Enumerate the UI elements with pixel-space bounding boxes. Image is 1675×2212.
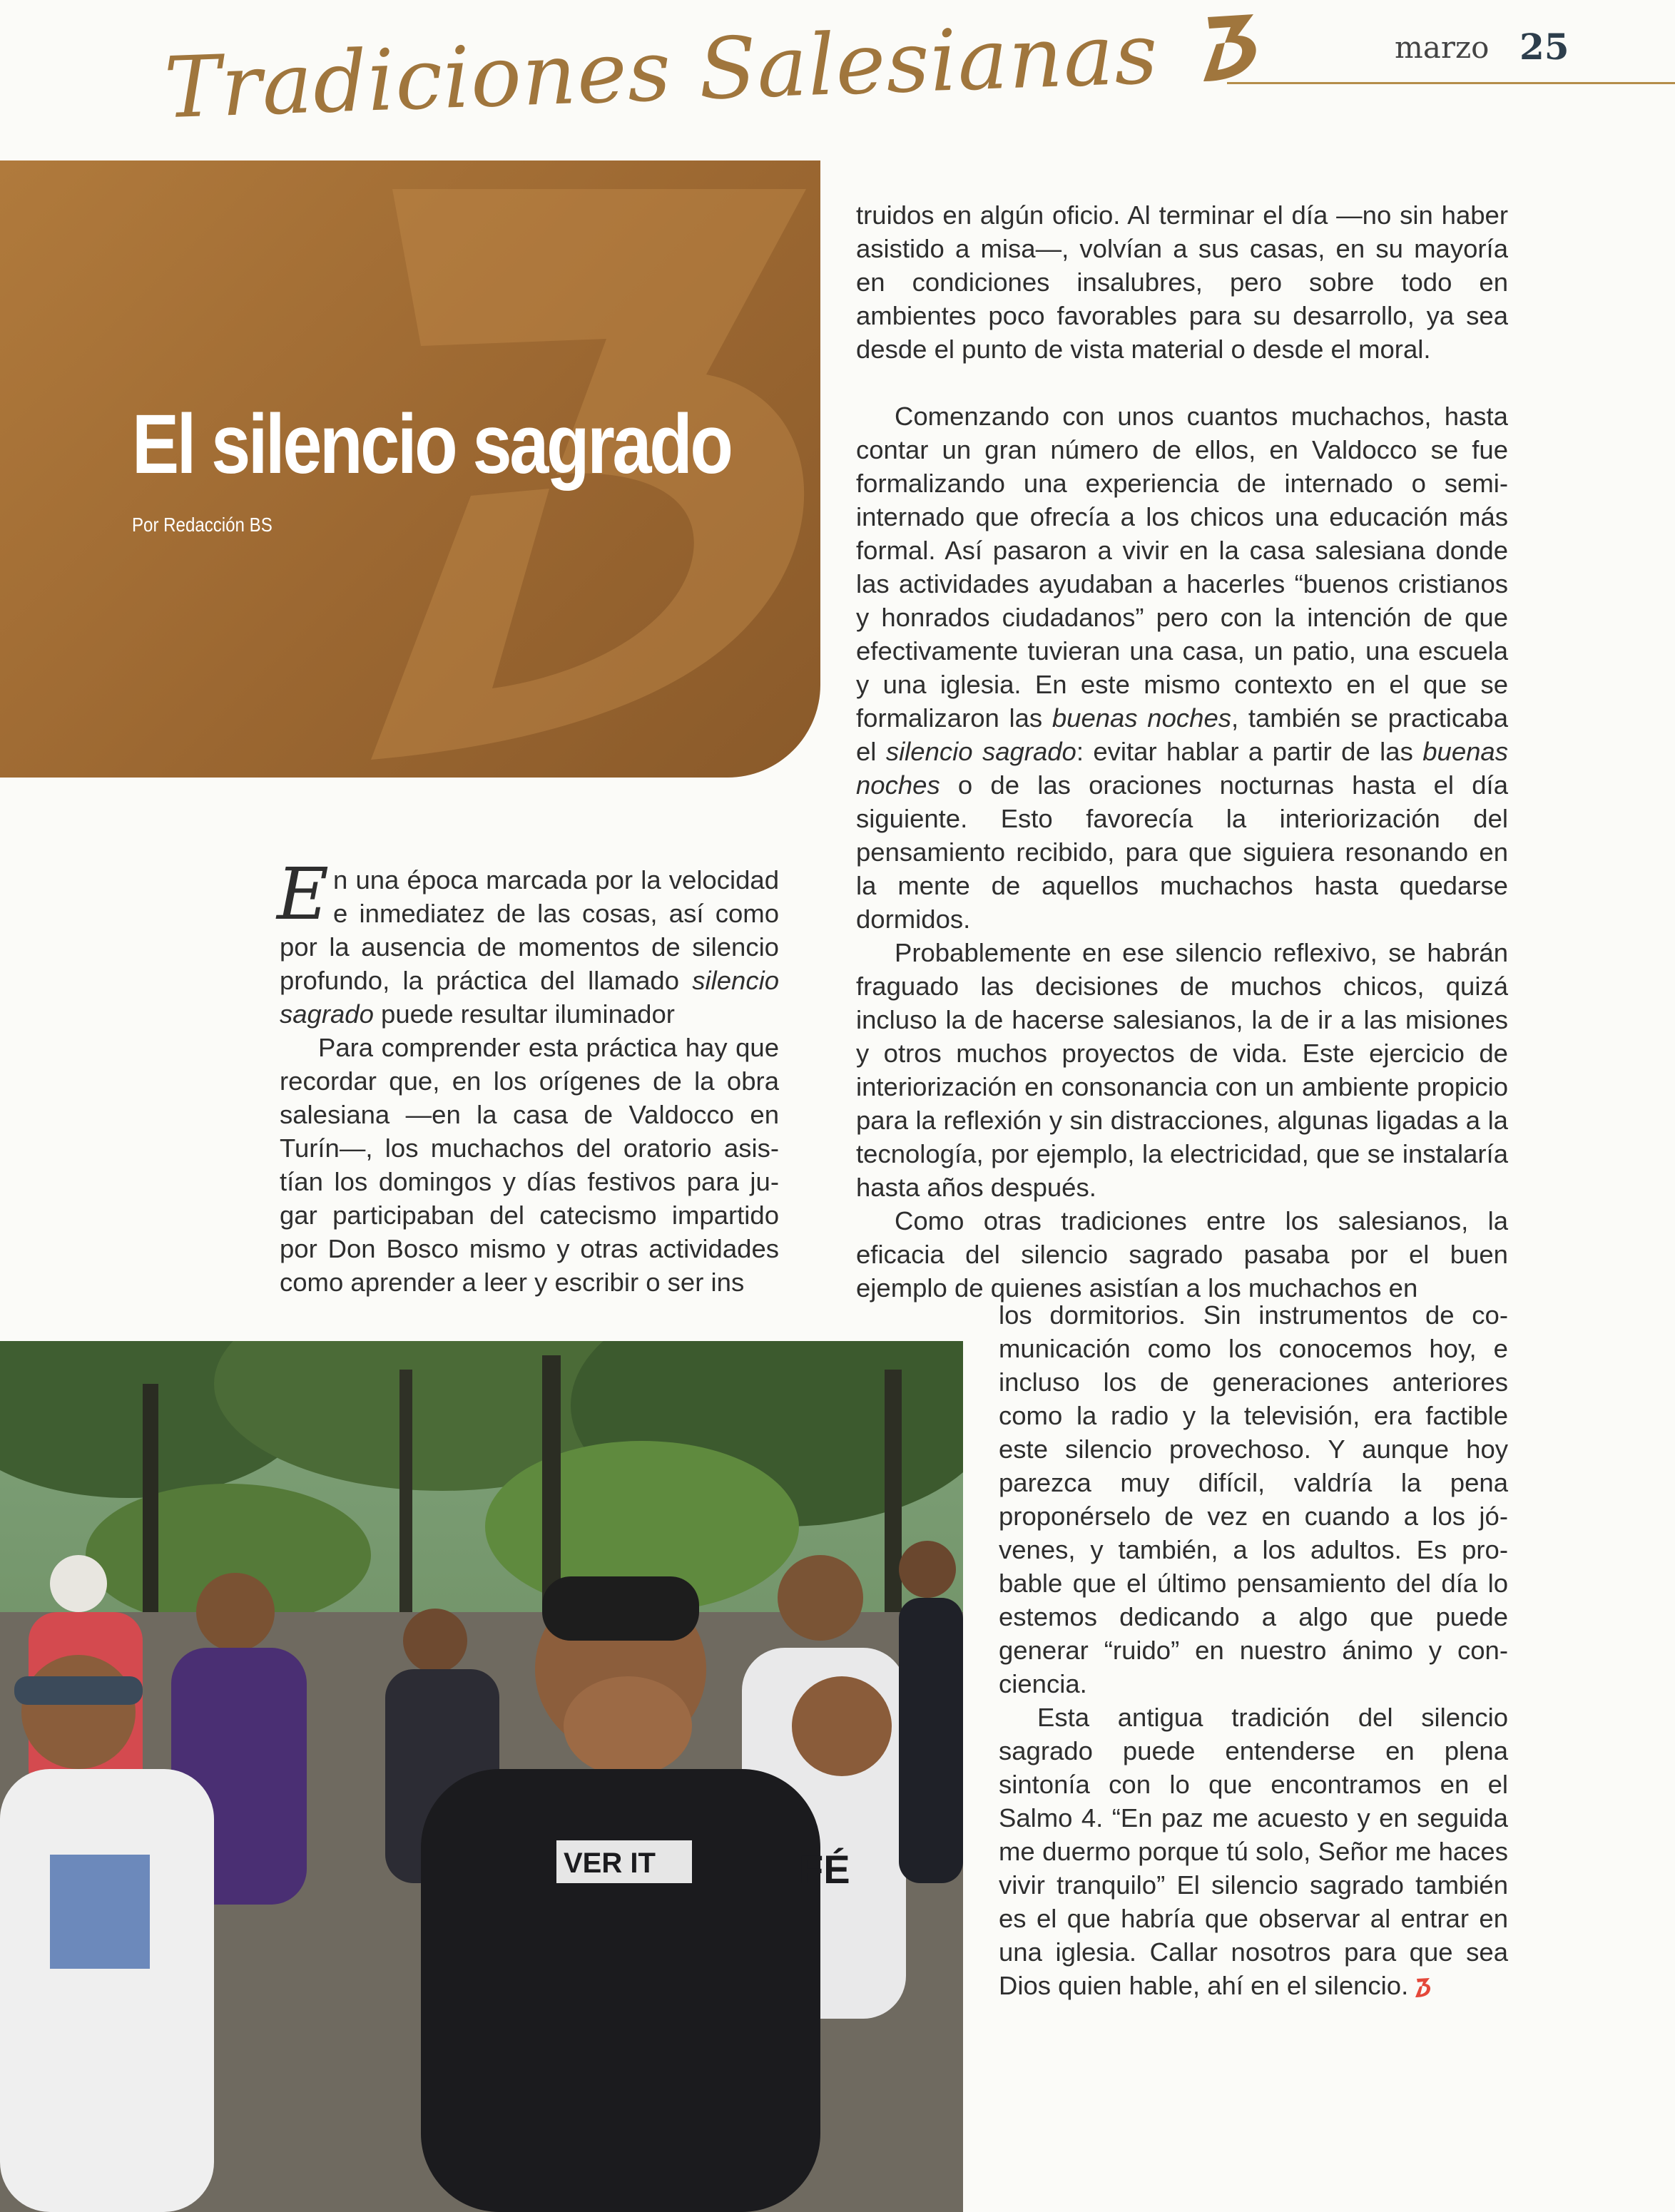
paragraph-origins-continued: truidos en algún oficio. Al terminar el día —no sin haber asistido a misa—, volvían a sus casas, en su mayoría en condiciones insalubres, pero sobre todo en ambientes poco favorables para su desarrollo, ya sea desde el punto de vista material o desde el moral. (856, 200, 1508, 364)
article-column-right (856, 198, 1508, 1305)
article-title: El silencio sagrado (132, 397, 731, 491)
paragraph-salmo: Esta antigua tradición del silencio sagrado puede entenderse en plena sintonía con lo que encontramos en el Salmo 4. “En paz me acuesto y en seguida me duermo porque tú solo, Señor me haces vivir tranquilo” El silencio sagrado también es el que habría que observar al entrar en una iglesia. Callar nosotros para que sea Dios quien hable, ahí en el silencio. (999, 1703, 1508, 2000)
bs-logo-icon (1188, 7, 1273, 86)
end-mark-icon (1412, 1976, 1432, 1999)
paragraph-origins: Para comprender esta práctica hay que recordar que, en los orígenes de la obra salesiana —en la casa de Valdocco en Turín—, los muchachos del oratorio asistían los domingos y días festivos para jugar participaban del catecismo impartido por Don Bosco mismo y otras actividades como aprender a leer y escribir o ser ins (280, 1033, 779, 1297)
students-silence-photo (0, 1341, 963, 2212)
shirt-text-right: FÉ (799, 1847, 850, 1892)
paragraph-dormitorios: los dormitorios. Sin instrumentos de comunicación como los conocemos hoy, e incluso los de generaciones anteriores como la radio y la televisión, era factible este silencio provechoso. Y aunque hoy parezca muy difícil, valdría la pena proponérselo de vez en cuando a los jóvenes, y también, a los adultos. Es probable que el último pensamiento del día lo estemos dedicando a algo que puede generar “ruido” en nuestro ánimo y conciencia. (999, 1300, 1508, 1698)
paragraph-internado: Comenzando con unos cuantos muchachos, hasta contar un gran número de ellos, en Valdocco se fue formalizando una experiencia de internado o semi-internado que ofrecía a los chicos una educación más formal. Así pasaron a vivir en la casa salesiana donde las actividades ayudaban a hacerles “buenos cristianos y honrados ciudadanos” pero con la intención de que efectivamente tuvieran una casa, un patio, una escuela y una iglesia. En este mismo contexto en el que se formalizaron las buenas noches, también se practicaba el silencio sagrado: evitar hablar a partir de las buenas noches o de las oraciones nocturnas hasta el día siguiente. Esto favorecía la interiorización del pensamiento recibido, para que siguiera resonando en la mente de aquellos muchachos hasta quedarse dormidos. (856, 402, 1509, 934)
title-panel (0, 160, 820, 778)
article-byline: Por Redacción BS (132, 514, 273, 536)
article-column-lower-right (999, 1298, 1508, 2002)
section-title: Tradiciones Salesianas (163, 4, 1160, 138)
drop-cap: E (277, 852, 329, 936)
article-column-left (277, 852, 779, 1299)
page-number: 25 (1519, 26, 1569, 68)
paragraph-intro: En una época marcada por la velocidad e inmediatez de las cosas, así como por la ausencia de momentos de silencio profundo, la práctica del llamado silencio sagrado puede resultar iluminador (277, 852, 779, 1029)
paragraph-ejemplo: Como otras tradiciones entre los salesianos, la eficacia del silencio sagrado pasaba por el buen ejemplo de quienes asistían a los muchachos en (856, 1206, 1508, 1303)
shirt-text: VER IT (564, 1847, 656, 1879)
header-divider (1227, 82, 1675, 84)
paragraph-reflexion: Probablemente en ese silencio reflexivo, se habrán fraguado las decisiones de muchos chicos, quizá incluso la de hacerse salesianos, la de ir a las misiones y otros muchos proyectos de vida. Este ejercicio de interiorización en consonancia con un ambiente propicio para la reflexión y sin distracciones, algunas ligadas a la tecnología, por ejemplo, la electricidad, que se instalaría hasta años después. (856, 938, 1508, 1202)
issue-month: marzo (1395, 30, 1490, 65)
